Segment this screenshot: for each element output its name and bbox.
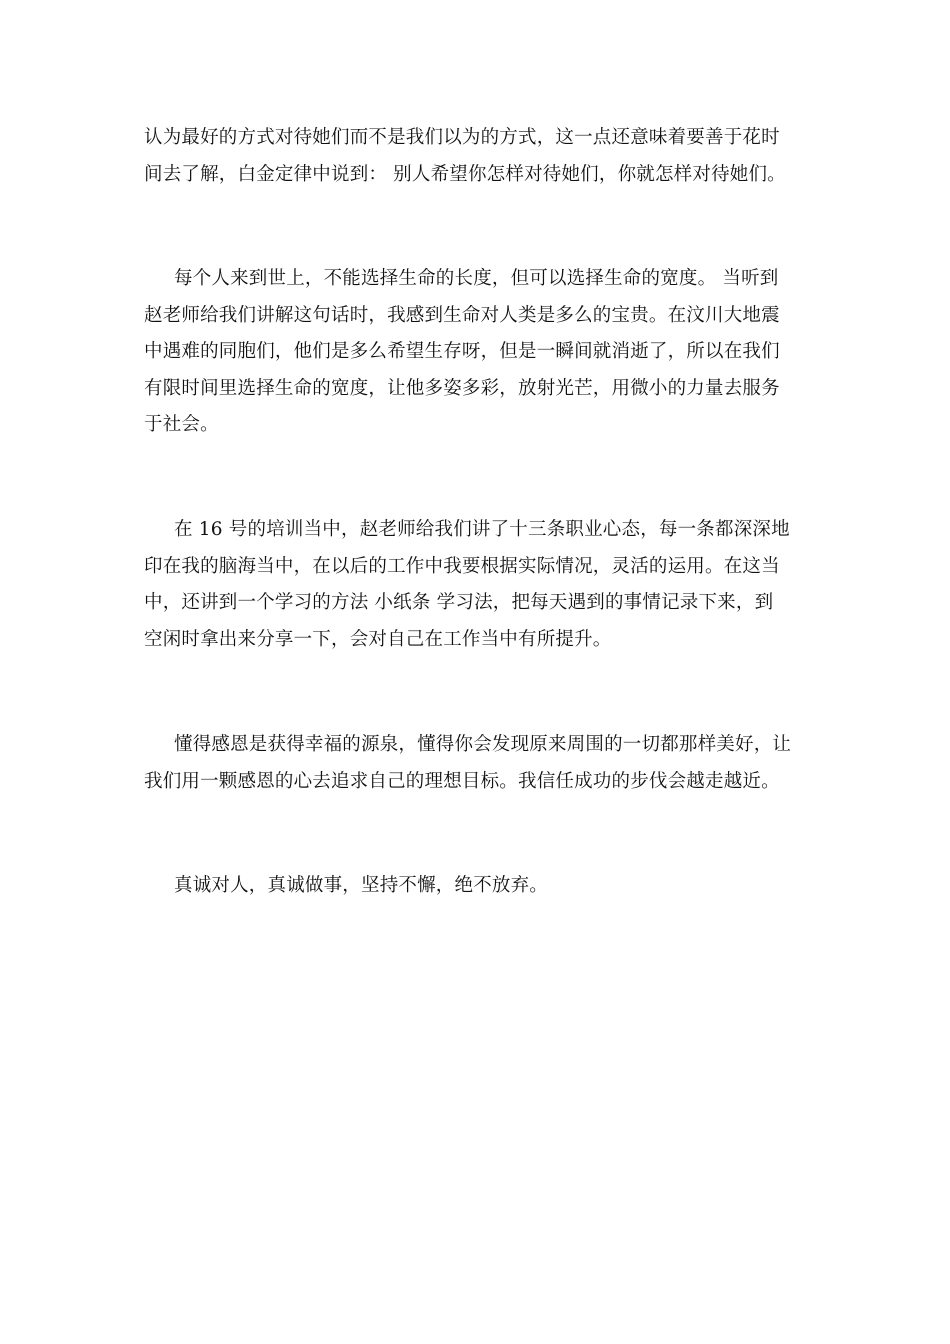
- paragraph-line: 真诚对人，真诚做事，坚持不懈，绝不放弃。: [174, 875, 549, 896]
- paragraph-line: 中，还讲到一个学习的方法 小纸条 学习法，把每天遇到的事情记录下来，到: [144, 592, 774, 613]
- paragraph-line: 印在我的脑海当中，在以后的工作中我要根据实际情况，灵活的运用。在这当: [144, 555, 780, 577]
- paragraph-line: 中遇难的同胞们，他们是多么希望生存呀，但是一瞬间就消逝了，所以在我们: [144, 341, 780, 362]
- paragraph-sincerity: [144, 868, 806, 905]
- paragraph-line: 于社会。: [144, 414, 219, 435]
- paragraph-line: 认为最好的方式对待她们而不是我们以为的方式，这一点还意味着要善于花时: [144, 127, 780, 148]
- paragraph-platinum-rule: [144, 120, 806, 193]
- paragraph-line: 我们用一颗感恩的心去追求自己的理想目标。我信任成功的步伐会越走越近。: [144, 770, 780, 792]
- paragraph-line: 每个人来到世上，不能选择生命的长度，但可以选择生命的宽度。 当听到: [174, 268, 779, 289]
- paragraph-line: 间去了解，白金定律中说到： 别人希望你怎样对待她们，你就怎样对待她们。: [144, 163, 786, 185]
- paragraph-line: 懂得感恩是获得幸福的源泉，懂得你会发现原来周围的一切都那样美好，让: [174, 734, 792, 755]
- paragraph-life-width: [144, 261, 806, 444]
- paragraph-gratitude: [144, 727, 806, 800]
- paragraph-training: [144, 512, 806, 658]
- paragraph-line: 有限时间里选择生命的宽度，让他多姿多彩，放射光芒，用微小的力量去服务: [144, 377, 780, 399]
- paragraph-line: 空闲时拿出来分享一下，会对自己在工作当中有所提升。: [144, 628, 612, 650]
- paragraph-line: 在 16 号的培训当中，赵老师给我们讲了十三条职业心态，每一条都深深地: [174, 519, 790, 540]
- paragraph-line: 赵老师给我们讲解这句话时，我感到生命对人类是多么的宝贵。在汶川大地震: [144, 304, 780, 326]
